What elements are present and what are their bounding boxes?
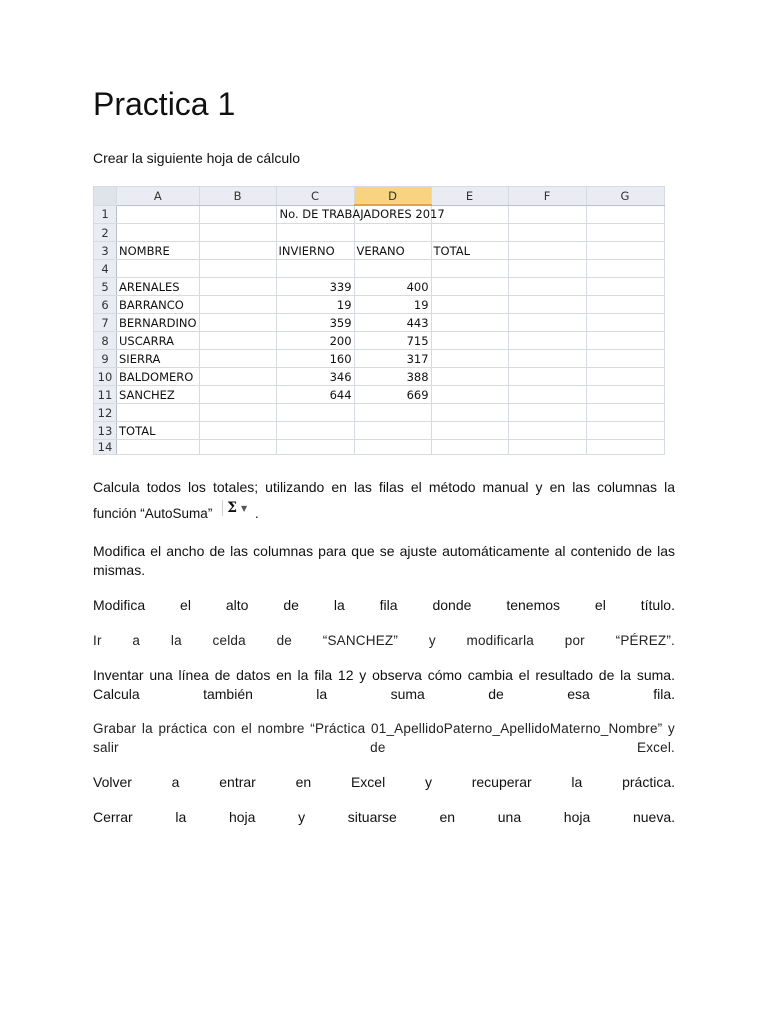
row-header: 11 [94, 386, 117, 404]
cell-g [586, 205, 664, 224]
sheet-row [94, 278, 665, 296]
cell-g [586, 332, 664, 350]
cell-total [431, 332, 508, 350]
cell-verano: 715 [354, 332, 431, 350]
sheet-row [94, 296, 665, 314]
page-title: Practica 1 [93, 86, 236, 122]
cell-verano: 443 [354, 314, 431, 332]
cell-verano: 19 [354, 296, 431, 314]
cell-g [586, 260, 664, 278]
cell-total [431, 386, 508, 404]
cell-b [199, 242, 276, 260]
cell-f [508, 296, 586, 314]
cell-g [586, 422, 664, 440]
cell-g [586, 296, 664, 314]
cell-name: USCARRA [117, 332, 200, 350]
cell-f [508, 386, 586, 404]
cell-verano [354, 422, 431, 440]
column-header: A [117, 187, 200, 206]
autosum-sigma-icon: Σ ▼ [222, 500, 251, 516]
cell-name: SIERRA [117, 350, 200, 368]
cell-g [586, 350, 664, 368]
cell-b [199, 422, 276, 440]
cell-b [199, 440, 276, 455]
column-header-selected: D [354, 187, 431, 206]
cell-f [508, 332, 586, 350]
cell-b [199, 260, 276, 278]
cell-verano [354, 224, 431, 242]
cell-invierno: 339 [276, 278, 354, 296]
cell-b [199, 350, 276, 368]
cell-name: BALDOMERO [117, 368, 200, 386]
cell-f [508, 422, 586, 440]
cell-g [586, 368, 664, 386]
sheet-row [94, 386, 665, 404]
instruction-reopen: Volver a entrar en Excel y recuperar la práctica. [93, 774, 675, 790]
spreadsheet-image [93, 186, 665, 455]
row-header: 4 [94, 260, 117, 278]
cell-total [431, 296, 508, 314]
cell-invierno: 644 [276, 386, 354, 404]
cell-verano: 400 [354, 278, 431, 296]
instruction-autosuma: Calcula todos los totales; utilizando en las filas el método manual y en las columnas la [93, 479, 675, 495]
autosuma-text: función “AutoSuma” [93, 506, 213, 521]
cell-name [117, 224, 200, 242]
cell-title [276, 205, 445, 224]
cell-b [199, 404, 276, 422]
cell-b [199, 224, 276, 242]
cell-invierno: 19 [276, 296, 354, 314]
cell-name: SANCHEZ [117, 386, 200, 404]
subtitle: Crear la siguiente hoja de cálculo [93, 150, 301, 166]
cell-invierno: 346 [276, 368, 354, 386]
cell-name: BARRANCO [117, 296, 200, 314]
sheet-row [94, 242, 665, 260]
column-header: B [199, 187, 276, 206]
sheet-row [94, 404, 665, 422]
row-header: 14 [94, 440, 117, 455]
cell-f [508, 368, 586, 386]
sheet-row [94, 314, 665, 332]
instruction-save: Grabar la práctica con el nombre “Práctica 01_ApellidoPaterno_ApellidoMaterno_Nombre” y salir de Excel. [93, 721, 675, 755]
cell-invierno [276, 422, 354, 440]
sheet-row [94, 224, 665, 242]
cell-name [117, 205, 200, 224]
cell-b [199, 314, 276, 332]
instruction-rename-cell: Ir a la celda de “SANCHEZ” y modificarla por “PÉREZ”. [93, 633, 675, 648]
cell-invierno: 359 [276, 314, 354, 332]
cell-f [508, 205, 586, 224]
autosuma-period: . [254, 506, 259, 521]
cell-g [586, 440, 664, 455]
cell-total [431, 314, 508, 332]
sheet-row [94, 205, 665, 224]
cell-total [431, 440, 508, 455]
instruction-column-width: Modifica el ancho de las columnas para que se ajuste automáticamente al contenido de las mismas. [93, 543, 675, 578]
cell-invierno: INVIERNO [276, 242, 354, 260]
row-header: 7 [94, 314, 117, 332]
row-header: 1 [94, 205, 117, 224]
cell-invierno: 160 [276, 350, 354, 368]
sheet-row [94, 260, 665, 278]
row-header: 9 [94, 350, 117, 368]
cell-g [586, 404, 664, 422]
instruction-new-row: Inventar una línea de datos en la fila 12 y observa cómo cambia el resultado de la suma. Calcula también la suma de esa fila. [93, 667, 675, 702]
sheet-row [94, 368, 665, 386]
row-header: 2 [94, 224, 117, 242]
cell-total [431, 368, 508, 386]
sheet-row [94, 422, 665, 440]
sheet-row [94, 350, 665, 368]
cell-f [508, 260, 586, 278]
cell-name: NOMBRE [117, 242, 200, 260]
cell-g [586, 224, 664, 242]
instruction-close: Cerrar la hoja y situarse en una hoja nueva. [93, 809, 675, 825]
cell-f [508, 242, 586, 260]
cell-name: ARENALES [117, 278, 200, 296]
cell-b [199, 368, 276, 386]
instruction-autosuma-line2 [93, 500, 259, 522]
cell-f [508, 350, 586, 368]
cell-g [586, 314, 664, 332]
cell-total [431, 224, 508, 242]
cell-name [117, 404, 200, 422]
cell-name: TOTAL [117, 422, 200, 440]
row-header: 12 [94, 404, 117, 422]
row-header: 3 [94, 242, 117, 260]
cell-verano [354, 260, 431, 278]
cell-f [508, 278, 586, 296]
cell-invierno: 200 [276, 332, 354, 350]
cell-f [508, 440, 586, 455]
cell-g [586, 278, 664, 296]
cell-verano: 669 [354, 386, 431, 404]
cell-verano [354, 440, 431, 455]
row-header: 5 [94, 278, 117, 296]
column-header-row [94, 187, 665, 206]
cell-invierno [276, 404, 354, 422]
cell-verano: 388 [354, 368, 431, 386]
cell-invierno [276, 440, 354, 455]
row-header: 6 [94, 296, 117, 314]
cell-verano: VERANO [354, 242, 431, 260]
cell-f [508, 314, 586, 332]
cell-invierno [276, 224, 354, 242]
cell-g [586, 242, 664, 260]
cell-verano: 317 [354, 350, 431, 368]
row-header: 13 [94, 422, 117, 440]
cell-b [199, 278, 276, 296]
sheet-title: No. DE TRABAJADORES 2017 [279, 206, 445, 221]
cell-total [431, 260, 508, 278]
cell-invierno [276, 260, 354, 278]
row-header: 10 [94, 368, 117, 386]
cell-name [117, 260, 200, 278]
row-header: 8 [94, 332, 117, 350]
column-header: C [276, 187, 354, 206]
column-header: G [586, 187, 664, 206]
cell-g [586, 386, 664, 404]
cell-f [508, 224, 586, 242]
corner-cell [94, 187, 117, 206]
cell-b [199, 205, 276, 224]
cell-total [431, 350, 508, 368]
cell-total: TOTAL [431, 242, 508, 260]
dropdown-caret-icon: ▼ [240, 503, 248, 513]
cell-total [431, 278, 508, 296]
cell-b [199, 386, 276, 404]
instruction-row-height: Modifica el alto de la fila donde tenemos el título. [93, 597, 675, 613]
cell-name [117, 440, 200, 455]
sheet-row [94, 440, 665, 455]
cell-b [199, 296, 276, 314]
cell-total [431, 404, 508, 422]
column-header: F [508, 187, 586, 206]
cell-b [199, 332, 276, 350]
cell-name: BERNARDINO [117, 314, 200, 332]
cell-f [508, 404, 586, 422]
cell-verano [354, 404, 431, 422]
sheet-row [94, 332, 665, 350]
column-header: E [431, 187, 508, 206]
cell-total [431, 422, 508, 440]
